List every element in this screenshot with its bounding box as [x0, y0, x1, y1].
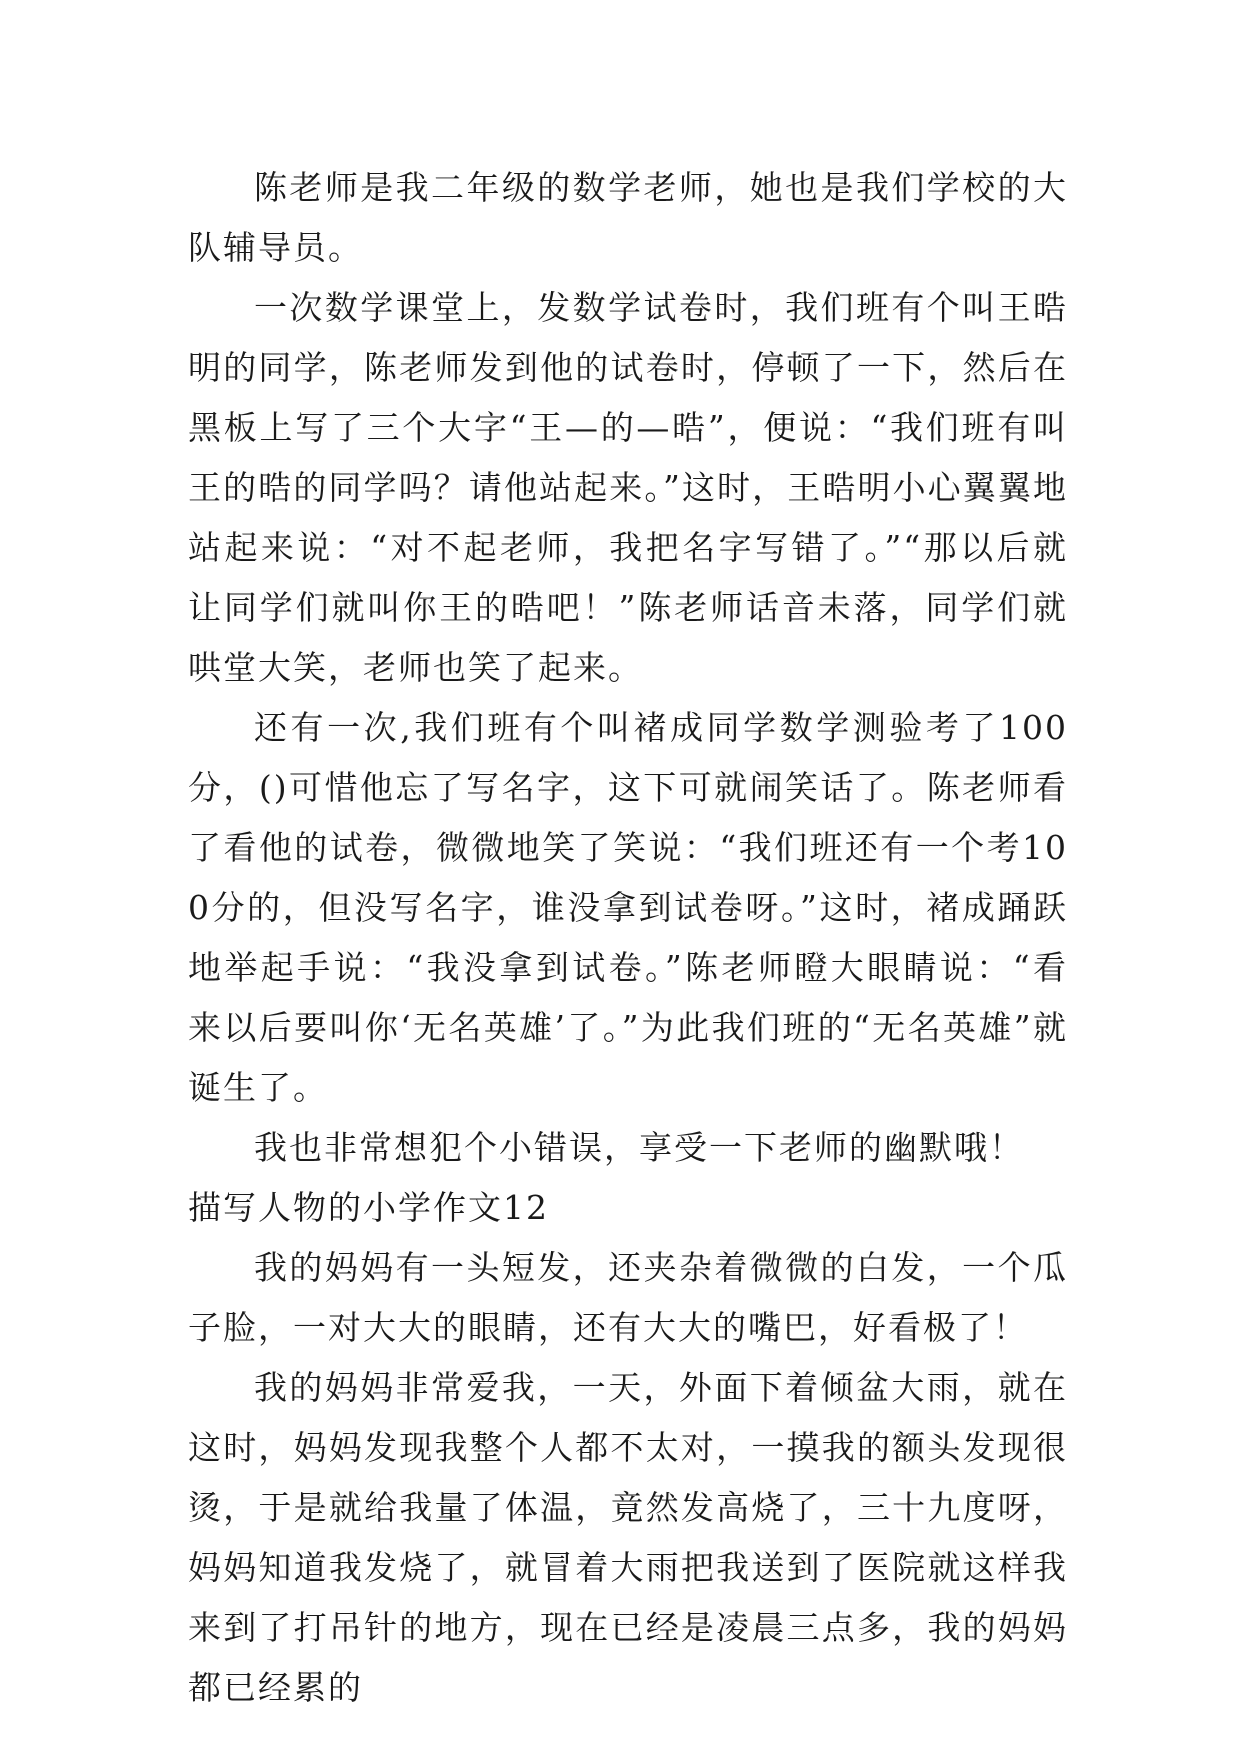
document-body	[188, 158, 1068, 1718]
paragraph-mom-appearance: 我的妈妈有一头短发，还夹杂着微微的白发，一个瓜子脸，一对大大的眼睛，还有大大的嘴巴，好看极了！	[188, 1248, 1068, 1347]
paragraph-teacher-intro: 陈老师是我二年级的数学老师，她也是我们学校的大队辅导员。	[188, 168, 1068, 267]
section-heading: 描写人物的小学作文12	[188, 1188, 549, 1227]
paragraph-closing-wish: 我也非常想犯个小错误，享受一下老师的幽默哦！	[254, 1128, 1024, 1167]
paragraph-wang-haoming-story: 一次数学课堂上，发数学试卷时，我们班有个叫王晧明的同学，陈老师发到他的试卷时，停顿了一下，然后在黑板上写了三个大字“王—的—晧”，便说：“我们班有叫王的晧的同学吗？请他站起来。”这时，王晧明小心翼翼地站起来说：“对不起老师，我把名字写错了。”“那以后就让同学们就叫你王的晧吧！”陈老师话音未落，同学们就哄堂大笑，老师也笑了起来。	[188, 288, 1068, 687]
paragraph-chu-cheng-story: 还有一次,我们班有个叫褚成同学数学测验考了100分，()可惜他忘了写名字，这下可就闹笑话了。陈老师看了看他的试卷，微微地笑了笑说：“我们班还有一个考100分的，但没写名字，谁没拿到试卷呀。”这时，褚成踊跃地举起手说：“我没拿到试卷。”陈老师瞪大眼睛说：“看来以后要叫你‘无名英雄’了。”为此我们班的“无名英雄”就诞生了。	[188, 708, 1068, 1107]
paragraph-mom-care-story: 我的妈妈非常爱我，一天，外面下着倾盆大雨，就在这时，妈妈发现我整个人都不太对，一摸我的额头发现很烫，于是就给我量了体温，竟然发高烧了，三十九度呀，妈妈知道我发烧了，就冒着大雨把我送到了医院就这样我来到了打吊针的地方，现在已经是凌晨三点多，我的妈妈都已经累的	[188, 1368, 1068, 1707]
